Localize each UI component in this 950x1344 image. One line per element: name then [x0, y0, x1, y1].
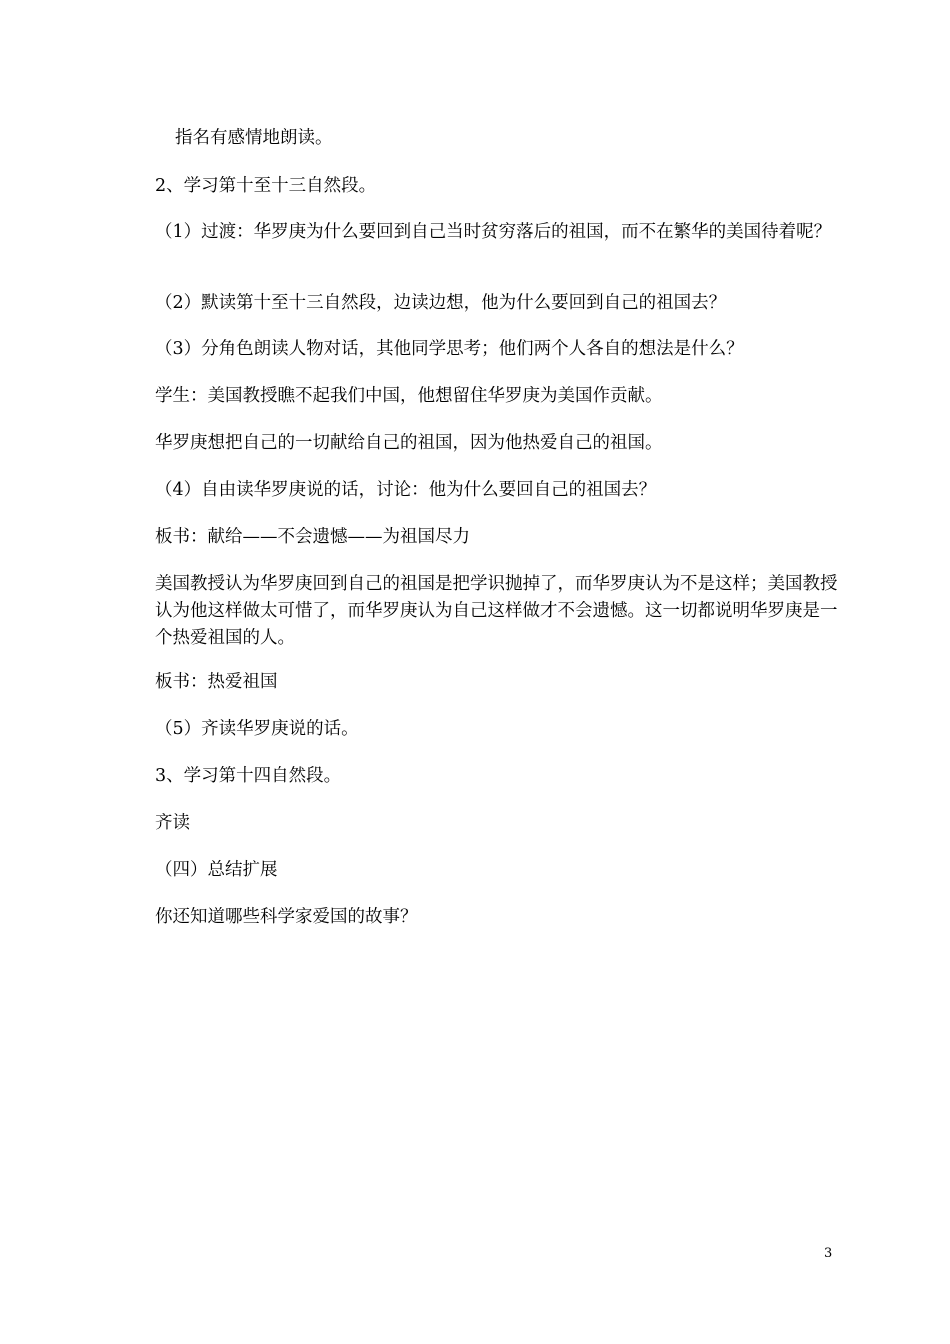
- paragraph-hua-answer: 华罗庚想把自己的一切献给自己的祖国，因为他热爱自己的祖国。: [155, 433, 663, 453]
- paragraph-board-1: 板书：献给——不会遗憾——为祖国尽力: [155, 527, 470, 547]
- paragraph-section-3: 3、学习第十四自然段。: [155, 766, 342, 786]
- paragraph-silent-read: （2）默读第十至十三自然段，边读边想，他为什么要回到自己的祖国去？: [155, 293, 727, 313]
- paragraph-conclusion-heading: （四）总结扩展: [155, 860, 278, 880]
- paragraph-section-2: 2、学习第十至十三自然段。: [155, 176, 377, 196]
- paragraph-role-read: （3）分角色朗读人物对话，其他同学思考；他们两个人各自的想法是什么？: [155, 339, 744, 359]
- paragraph-question: 你还知道哪些科学家爱国的故事？: [155, 907, 418, 927]
- paragraph-summary: 美国教授认为华罗庚回到自己的祖国是把学识抛掉了，而华罗庚认为不是这样；美国教授认为他这样做太可惜了，而华罗庚认为自己这样做才不会遗憾。这一切都说明华罗庚是一个热爱祖国的人。: [155, 574, 838, 648]
- paragraph-free-read: （4）自由读华罗庚说的话，讨论：他为什么要回自己的祖国去？: [155, 480, 657, 500]
- page-number: 3: [824, 1246, 833, 1261]
- paragraph-read-aloud: 指名有感情地朗读。: [175, 128, 333, 148]
- paragraph-student-answer: 学生：美国教授瞧不起我们中国，他想留住华罗庚为美国作贡献。: [155, 386, 663, 406]
- paragraph-read-together: 齐读: [155, 813, 190, 833]
- paragraph-board-2: 板书：热爱祖国: [155, 672, 278, 692]
- paragraph-group-read: （5）齐读华罗庚说的话。: [155, 719, 359, 739]
- paragraph-transition: （1）过渡：华罗庚为什么要回到自己当时贫穷落后的祖国，而不在繁华的美国待着呢？: [155, 222, 832, 242]
